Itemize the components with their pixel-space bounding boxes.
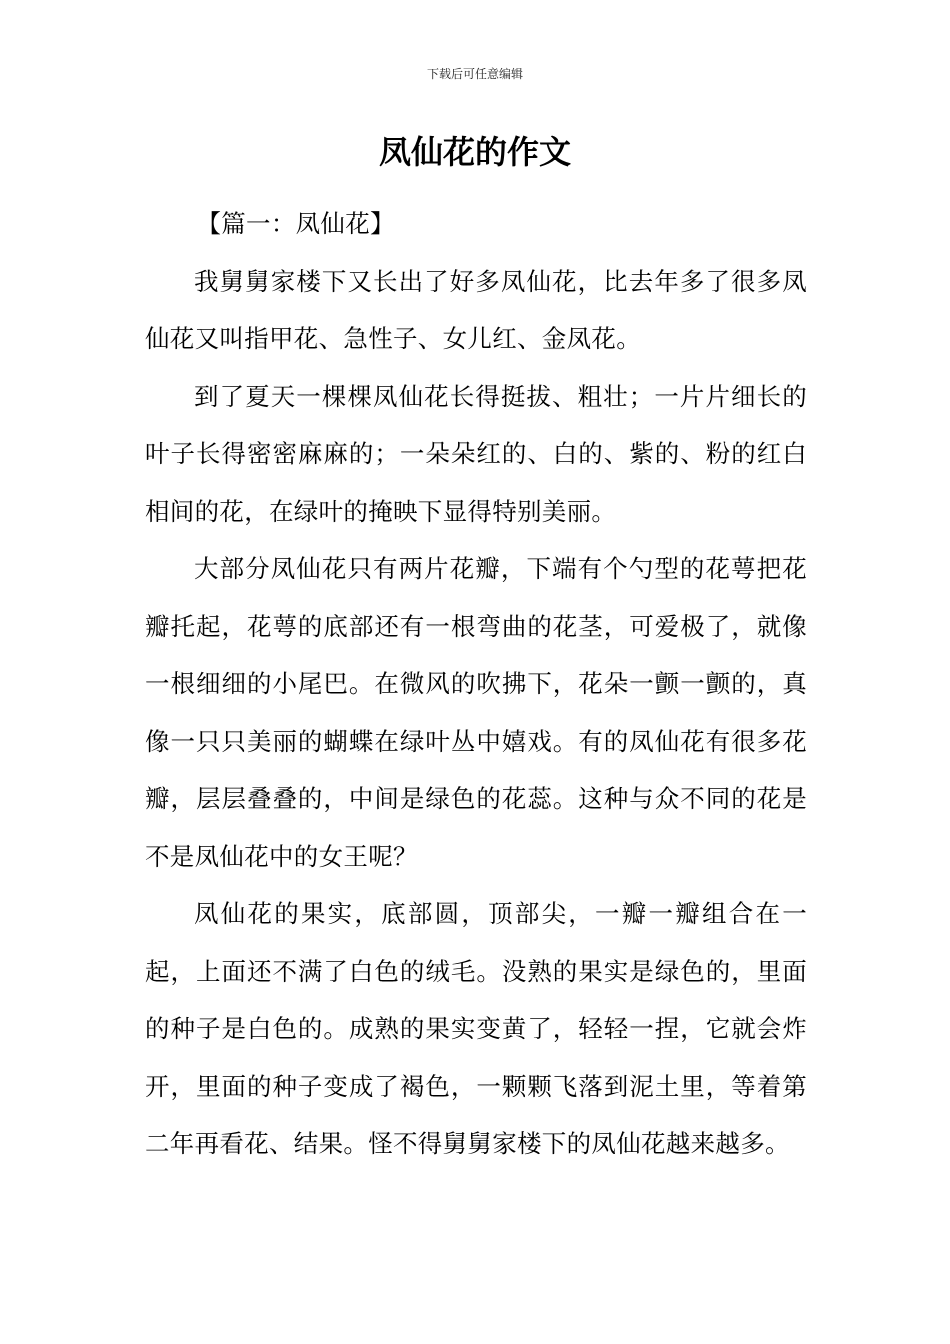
section-heading: 【篇一：凤仙花】 (196, 209, 395, 238)
paragraph-3: 大部分凤仙花只有两片花瓣，下端有个勺型的花萼把花瓣托起，花萼的底部还有一根弯曲的花茎，可爱极了，就像一根细细的小尾巴。在微风的吹拂下，花朵一颤一颤的，真像一只只美丽的蝴蝶在绿叶丛中嬉戏。有的凤仙花有很多花瓣，层层叠叠的，中间是绿色的花蕊。这种与众不同的花是不是凤仙花中的女王呢？ (145, 554, 807, 871)
header-note: 下载后可任意编辑 (426, 67, 523, 81)
paragraph-1: 我舅舅家楼下又长出了好多凤仙花，比去年多了很多凤仙花又叫指甲花、急性子、女儿红、金凤花。 (145, 266, 807, 353)
document-title: 凤仙花的作文 (378, 133, 571, 171)
paragraph-2: 到了夏天一棵棵凤仙花长得挺拔、粗壮；一片片细长的叶子长得密密麻麻的；一朵朵红的、白的、紫的、粉的红白相间的花，在绿叶的掩映下显得特别美丽。 (145, 381, 807, 526)
document-body (145, 195, 807, 1173)
paragraph-4: 凤仙花的果实，底部圆，顶部尖，一瓣一瓣组合在一起，上面还不满了白色的绒毛。没熟的果实是绿色的，里面的种子是白色的。成熟的果实变黄了，轻轻一捏，它就会炸开，里面的种子变成了褐色，一颗颗飞落到泥土里，等着第二年再看花、结果。怪不得舅舅家楼下的凤仙花越来越多。 (145, 899, 807, 1158)
